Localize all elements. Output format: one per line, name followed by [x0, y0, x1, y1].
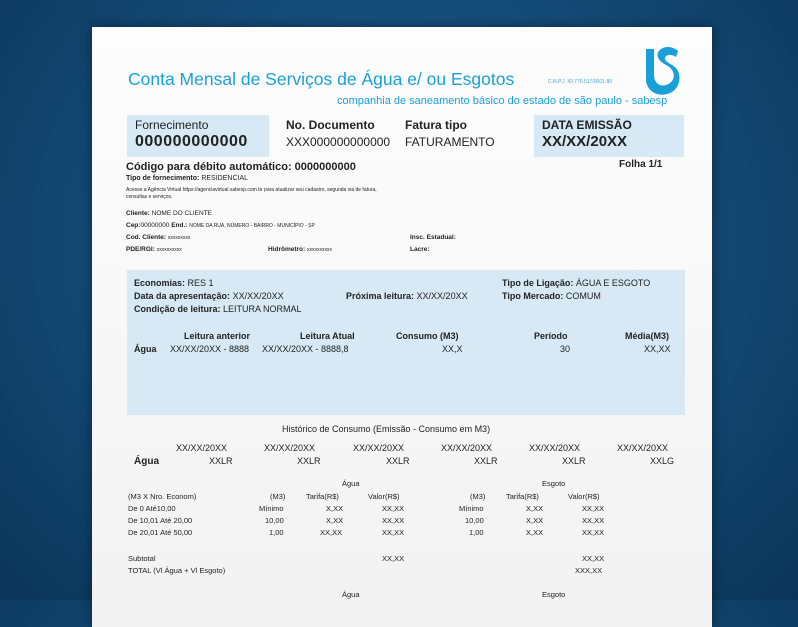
bill-title: Conta Mensal de Serviços de Água e/ ou Esgotos: [128, 69, 515, 89]
cep-value: 00000000: [140, 222, 170, 229]
tarifa-esgoto-valor: XX,XX: [582, 504, 605, 513]
tipo-ligacao-line: [502, 278, 650, 288]
header-leitura-atual: Leitura Atual: [300, 331, 355, 341]
documento-value: XXX000000000000: [286, 135, 391, 149]
proxima-leitura-line: [346, 291, 468, 301]
condicao-label: Condição de leitura:: [134, 304, 221, 314]
cod-cliente-line: [126, 234, 190, 241]
tarifa-row-label: De 20,01 Até 50,00: [128, 528, 193, 537]
tipo-ligacao-label: Tipo de Ligação:: [502, 278, 574, 288]
historico-date: XX/XX/20XX: [176, 443, 228, 453]
data-emissao-box: [534, 115, 684, 157]
tipo-fornecimento-value: RESIDENCIAL: [201, 175, 249, 182]
cod-cliente-value: xxxxxxxxx: [167, 235, 191, 241]
tipo-mercado-value: COMUM: [565, 291, 601, 301]
tipo-fornecimento-label: Tipo de fornecimento:: [126, 175, 200, 182]
hidrometro-value: xxxxxxxxxx: [307, 247, 333, 253]
tarifa-esgoto-m3: 1,00: [469, 528, 484, 537]
tipo-ligacao-value: ÁGUA E ESGOTO: [575, 278, 651, 288]
tarifa-agua-valor: XX,XX: [382, 516, 405, 525]
tarifa-col-tarifa: Tarifa(R$): [506, 492, 539, 501]
tarifa-agua-tarifa: X,XX: [326, 516, 344, 525]
tarifa-esgoto-m3: Mínimo: [459, 504, 484, 513]
fornecimento-value: 000000000000: [135, 133, 248, 150]
historico-date: XX/XX/20XX: [529, 443, 581, 453]
bill-document: [92, 27, 712, 627]
cep-line: [126, 222, 315, 229]
tarifa-agua-valor: XX,XX: [382, 504, 405, 513]
header-periodo: Período: [534, 331, 568, 341]
subtotal-esgoto: XX,XX: [582, 554, 605, 563]
tarifa-col-valor: Valor(R$): [368, 492, 400, 501]
data-emissao-value: XX/XX/20XX: [542, 133, 628, 150]
tarifa-col-tarifa: Tarifa(R$): [306, 492, 339, 501]
tarifa-row-label: De 0 Até10,00: [128, 504, 176, 513]
tarifa-col-m3: (M3): [470, 492, 486, 501]
pde-value: xxxxxxxxxx: [156, 247, 182, 253]
tarifa-agua-title: Água: [342, 479, 360, 488]
hidrometro-label: Hidrômetro:: [268, 246, 306, 253]
historico-title: Histórico de Consumo (Emissão - Consumo em M3): [282, 424, 491, 434]
data-emissao-label: DATA EMISSÃO: [542, 118, 632, 132]
historico-value: XXLR: [297, 456, 321, 466]
media-value: XX,XX: [644, 344, 671, 354]
header-leitura-anterior: Leitura anterior: [184, 331, 251, 341]
cnpj-number: C.N.P.J. 43.776.517/0001-80: [548, 79, 613, 85]
proxima-value: XX/XX/20XX: [416, 291, 468, 301]
total-label: TOTAL (Vl Água + Vl Esgoto): [128, 566, 226, 575]
tarifa-esgoto-valor: XX,XX: [582, 528, 605, 537]
tarifa-agua-m3: 10,00: [265, 516, 284, 525]
historico-value: XXLR: [386, 456, 410, 466]
data-apresentacao-line: [134, 291, 284, 301]
bottom-agua-title: Água: [342, 590, 360, 599]
tipo-mercado-line: [502, 291, 601, 301]
pde-line: [126, 246, 182, 253]
economias-label: Economias:: [134, 278, 186, 288]
tarifa-agua-m3: Mínimo: [259, 504, 284, 513]
documento-label: No. Documento: [286, 118, 375, 132]
fatura-value: FATURAMENTO: [405, 135, 495, 149]
agencia-virtual-note: Acesse a Agência Virtual https://agenciavirtual.sabesp.com.br para atualizar seu cadastro, segunda via de fatura, consultas e serviços.: [126, 187, 377, 200]
hidrometro-line: [268, 246, 332, 253]
cliente-line: [126, 210, 212, 217]
tarifa-col-valor: Valor(R$): [568, 492, 600, 501]
endereco-label: End.:: [171, 222, 188, 229]
leitura-anterior-value: XX/XX/20XX - 8888: [170, 344, 250, 354]
leitura-row-label: Água: [134, 344, 157, 354]
cep-label: Cep:: [126, 222, 141, 229]
cliente-label: Cliente:: [126, 210, 150, 217]
company-name: companhia de saneamento básico do estado de são paulo - sabesp: [337, 95, 668, 107]
subtotal-agua: XX,XX: [382, 554, 405, 563]
tarifa-agua-m3: 1,00: [269, 528, 284, 537]
tarifa-row-header: (M3 X Nro. Econom): [128, 492, 197, 501]
data-apresentacao-value: XX/XX/20XX: [232, 291, 284, 301]
condicao-leitura-line: [134, 304, 302, 314]
tipo-mercado-label: Tipo Mercado:: [502, 291, 564, 301]
historico-value: XXLR: [562, 456, 586, 466]
tarifa-esgoto-title: Esgoto: [542, 479, 566, 488]
cod-cliente-label: Cod. Cliente:: [126, 234, 167, 241]
fatura-label: Fatura tipo: [405, 118, 467, 132]
condicao-value: LEITURA NORMAL: [223, 304, 302, 314]
total-value: XXX,XX: [575, 566, 603, 575]
tarifa-agua-tarifa: X,XX: [326, 504, 344, 513]
cliente-value: NOME DO CLIENTE: [151, 210, 212, 217]
historico-date: XX/XX/20XX: [617, 443, 669, 453]
sabesp-logo-icon: [632, 45, 682, 97]
proxima-label: Próxima leitura:: [346, 291, 415, 301]
historico-row-label: Água: [134, 456, 159, 467]
codigo-debito: Código para débito automático: 0000000000: [126, 161, 356, 173]
pde-label: PDE/RGI:: [126, 246, 155, 253]
tarifa-esgoto-valor: XX,XX: [582, 516, 605, 525]
historico-date: XX/XX/20XX: [441, 443, 493, 453]
tarifa-esgoto-tarifa: X,XX: [526, 528, 544, 537]
fornecimento-box: [127, 115, 269, 157]
tarifa-esgoto-tarifa: X,XX: [526, 516, 544, 525]
subtotal-label: Subtotal: [128, 554, 156, 563]
tarifa-agua-valor: XX,XX: [382, 528, 405, 537]
economias-line: [134, 278, 214, 288]
bottom-esgoto-title: Esgoto: [542, 590, 566, 599]
tarifa-esgoto-m3: 10,00: [465, 516, 484, 525]
economias-value: RES 1: [187, 278, 214, 288]
folha-label: Folha 1/1: [619, 159, 663, 170]
tarifa-col-m3: (M3): [270, 492, 286, 501]
consumo-value: XX,X: [442, 344, 463, 354]
historico-value: XXLR: [474, 456, 498, 466]
lacre-label: Lacre:: [410, 246, 430, 253]
header-media: Média(M3): [625, 331, 670, 341]
historico-value: XXLR: [209, 456, 233, 466]
endereco-value: NOME DA RUA, NÚMERO - BAIRRO - MUNICÍPIO - SP: [189, 223, 315, 229]
historico-date: XX/XX/20XX: [264, 443, 316, 453]
insc-estadual-label: Insc. Estadual:: [410, 234, 456, 241]
data-apresentacao-label: Data da apresentação:: [134, 291, 231, 301]
tarifa-row-label: De 10,01 Até 20,00: [128, 516, 193, 525]
historico-date: XX/XX/20XX: [353, 443, 405, 453]
header-consumo: Consumo (M3): [396, 331, 459, 341]
tarifa-esgoto-tarifa: X,XX: [526, 504, 544, 513]
historico-value: XXLG: [650, 456, 675, 466]
tarifa-agua-tarifa: XX,XX: [320, 528, 343, 537]
leitura-atual-value: XX/XX/20XX - 8888,8: [262, 344, 349, 354]
periodo-value: 30: [560, 344, 571, 354]
fornecimento-label: Fornecimento: [135, 118, 209, 132]
tipo-fornecimento: [126, 175, 248, 182]
